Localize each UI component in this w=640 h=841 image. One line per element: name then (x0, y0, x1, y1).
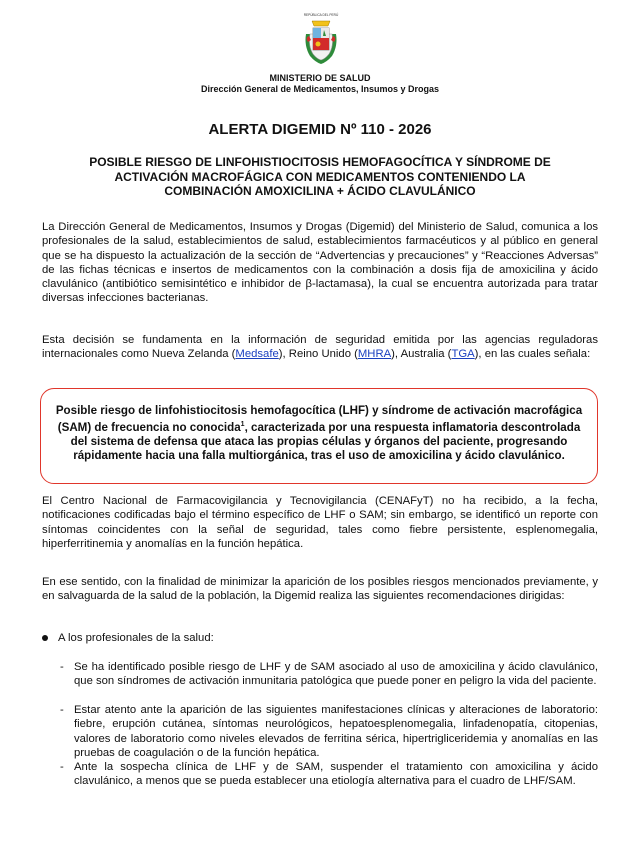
tga-link[interactable]: TGA (451, 348, 475, 361)
footnote-marker: 1 (240, 421, 245, 429)
highlight-text (48, 404, 590, 464)
recommendation-text: Ante la sospecha clínica de LHF y de SAM, suspender el tratamiento con amoxicilina y ácido clavulánico, a menos que se pueda establecer una etiología alternativa para el cuadro de LHF/SAM. (74, 761, 598, 788)
dash-marker: - (60, 761, 64, 773)
dash-marker: - (60, 704, 64, 716)
recommendation-item (60, 660, 598, 689)
source-text: ), Reino Unido ( (278, 348, 358, 361)
cenafyt-paragraph: El Centro Nacional de Farmacovigilancia y Tecnovigilancia (CENAFyT) no ha recibido, a la fecha, notificaciones codificadas bajo el término específico de LHF o SAM; sin embargo, se identificó un reporte con síntomas coincidentes con la señal de seguridad, tales como fiebre persistente, esplenomegalia, hiperferritinemia y anomalías en la función hepática. (42, 495, 598, 550)
medsafe-link[interactable]: Medsafe (235, 348, 279, 361)
svg-text:REPÚBLICA DEL PERÚ: REPÚBLICA DEL PERÚ (303, 13, 339, 17)
source-text: Esta decisión se fundamenta en la información de seguridad emitida por las agencias reguladoras internacionales como Nueva Zelanda ( (42, 334, 598, 361)
direction-name: Dirección General de Medicamentos, Insumos y Drogas (200, 84, 440, 94)
bullet-label: A los profesionales de la salud: (58, 632, 214, 644)
recommendations-intro: En ese sentido, con la finalidad de minimizar la aparición de los posibles riesgos mencionados previamente, y en salvaguarda de la salud de la población, la Digemid realiza las siguientes recomendaciones dirigidas: (42, 576, 598, 603)
source-text: ), en las cuales señala: (474, 348, 591, 361)
intro-paragraph: La Dirección General de Medicamentos, Insumos y Drogas (Digemid) del Ministerio de Salud, comunica a los profesionales de la salud, establecimientos de salud, establecimientos farmacéuticos y al público en general que se ha dispuesto la actualización de la sección de “Advertencias y precauciones” y “Reacciones Adversas” de las fichas técnicas e insertos de medicamentos con la combinación a dosis fija de amoxicilina y ácido clavulánico (antibiótico semisintético e inhibidor de β-lactamasa), la cual se encuentra autorizada para tratar diversas infecciones bacterianas. (42, 221, 598, 305)
recommendation-item (60, 703, 598, 760)
subtitle-line: COMBINACIÓN AMOXICILINA + ÁCIDO CLAVULÁNICO (164, 184, 476, 198)
source-paragraph (42, 333, 598, 362)
alert-subtitle (50, 155, 590, 199)
peru-coat-of-arms-icon (302, 12, 340, 66)
recommendation-text: Se ha identificado posible riesgo de LHF y de SAM asociado al uso de amoxicilina y ácido clavulánico, que son síndromes de activación inmunitaria patológica que puede poner en peligro la vida del paciente. (74, 661, 598, 688)
subtitle-line: ACTIVACIÓN MACROFÁGICA CON MEDICAMENTOS CONTENIENDO LA (114, 169, 526, 184)
highlight-text-part: Posible riesgo de linfohistiocitosis hemofagocítica (LHF) y síndrome de activación macrofágica (SAM) de frecuencia no conocida (55, 404, 583, 435)
recommendation-text: Estar atento ante la aparición de las siguientes manifestaciones clínicas y alteraciones de laboratorio: fiebre, erupción cutánea, síntomas neurológicos, hepatoesplenomegalia, linfadenopatía, citopenias, valores de laboratorio como niveles elevados de ferritina sérica, hipertrigliceridemia y anomalías en las pruebas de coagulación o de la función hepática. (74, 704, 598, 759)
alert-title: ALERTA DIGEMID Nº 110 - 2026 (208, 121, 432, 138)
mhra-link[interactable]: MHRA (357, 348, 392, 361)
source-text: ), Australia ( (391, 348, 452, 361)
bullet-item (42, 632, 214, 644)
bullet-icon (42, 635, 48, 641)
ministry-name: MINISTERIO DE SALUD (269, 73, 371, 83)
subtitle-line: POSIBLE RIESGO DE LINFOHISTIOCITOSIS HEMOFAGOCÍTICA Y SÍNDROME DE (89, 155, 551, 169)
recommendation-item (60, 760, 598, 789)
dash-marker: - (60, 661, 64, 673)
highlight-text-part: , caracterizada por una respuesta inflamatoria descontrolada del sistema de defensa que ataca las propias células y órganos del paciente, progresando rápidamente hacia una falla multiorgánica, tras el uso de amoxicilina y ácido clavulánico. (70, 421, 581, 463)
